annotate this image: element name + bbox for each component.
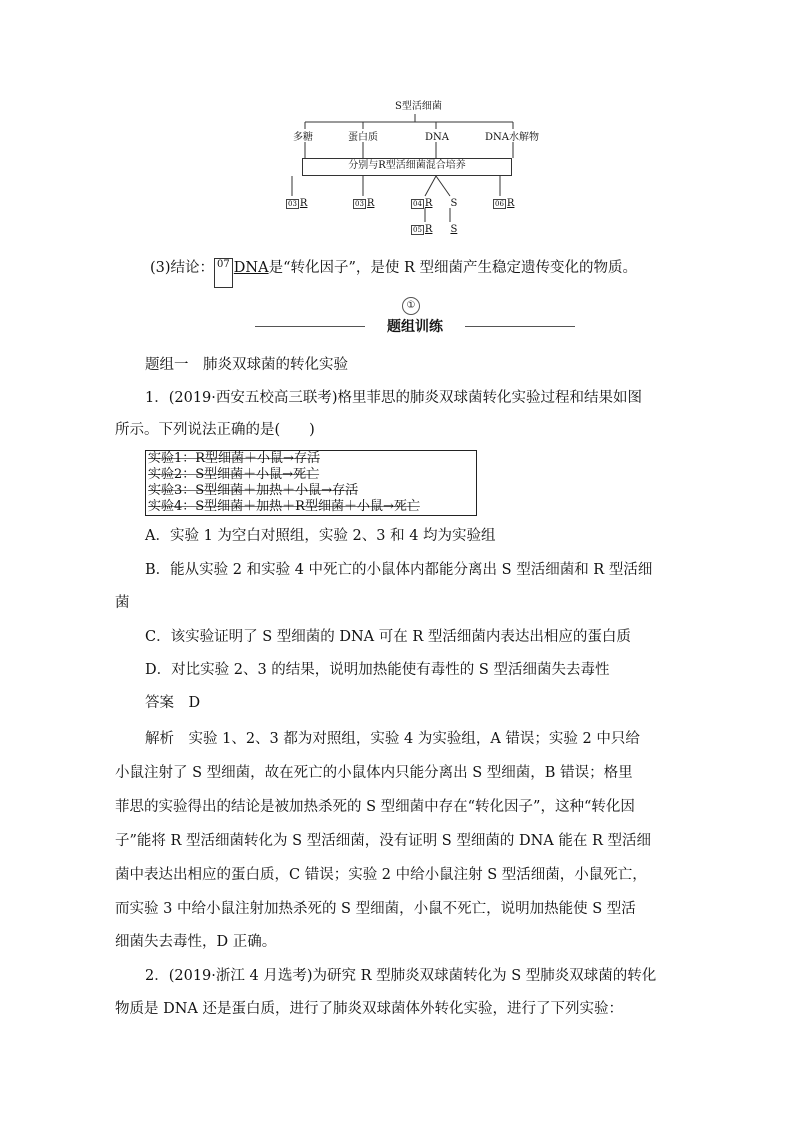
- q1-analysis-line2: 小鼠注射了 S 型细菌，故在死亡的小鼠体内只能分离出 S 型细菌，B 错误；格里: [115, 765, 633, 781]
- diagram-result-3: 04 R S: [413, 198, 458, 209]
- q1-option-c: C．该实验证明了 S 型细菌的 DNA 可在 R 型活细菌内表达出相应的蛋白质: [145, 629, 631, 645]
- answer-value: D: [188, 695, 201, 711]
- diagram-item-protein: 蛋白质: [348, 132, 378, 143]
- experiment-3: 实验3：S型细菌＋加热＋小鼠→存活: [148, 483, 359, 498]
- diagram-result-2: 03 R: [355, 198, 375, 209]
- experiment-2: 实验2：S型细菌＋小鼠→死亡: [148, 467, 320, 482]
- section-title: 题组训练: [387, 319, 443, 335]
- transformation-diagram: [280, 96, 550, 241]
- diagram-result-4: 06 R: [495, 198, 515, 209]
- q1-analysis-line1: 解析 实验 1、2、3 都为对照组，实验 4 为实验组，A 错误；实验 2 中只给: [145, 731, 640, 747]
- diagram-result-row2: 05 R S: [413, 224, 458, 235]
- section-emblem-icon: ①: [402, 297, 420, 315]
- experiment-box: [145, 450, 477, 516]
- q1-line1: 1．(2019·西安五校高三联考)格里菲思的肺炎双球菌转化实验过程和结果如图: [145, 390, 643, 406]
- section-header: [255, 315, 575, 339]
- q1-option-d: D．对比实验 2、3 的结果，说明加热能使有毒性的 S 型活细菌失去毒性: [145, 662, 610, 678]
- diagram-item-dna-hydrolysate: DNA水解物: [485, 132, 539, 143]
- section-divider-right: [465, 326, 575, 327]
- analysis-label: 解析: [145, 731, 174, 747]
- diagram-item-polysaccharide: 多糖: [293, 132, 313, 143]
- q1-option-a: A．实验 1 为空白对照组，实验 2、3 和 4 均为实验组: [145, 528, 496, 544]
- section-divider-left: [255, 326, 365, 327]
- q1-analysis-line3: 菲思的实验得出的结论是被加热杀死的 S 型细菌中存在“转化因子”，这种“转化因: [115, 799, 635, 815]
- q1-analysis-line6: 而实验 3 中给小鼠注射加热杀死的 S 型细菌，小鼠不死亡，说明加热能使 S 型活: [115, 901, 636, 917]
- conclusion-tag: 07: [214, 258, 233, 288]
- q1-answer: [145, 693, 705, 713]
- q1-analysis-line5: 菌中表达出相应的蛋白质，C 错误；实验 2 中给小鼠注射 S 型活细菌，小鼠死亡，: [115, 867, 647, 883]
- experiment-1: 实验1：R型细菌＋小鼠→存活: [148, 451, 320, 466]
- diagram-top-label: S型活细菌: [395, 101, 442, 112]
- q2-line2: 物质是 DNA 还是蛋白质，进行了肺炎双球菌体外转化实验，进行了下列实验：: [115, 1001, 623, 1017]
- q2-line1: 2．(2019·浙江 4 月选考)为研究 R 型肺炎双球菌转化为 S 型肺炎双球菌的转化: [145, 968, 657, 984]
- q1-option-b-line2: 菌: [115, 595, 130, 611]
- diagram-result-1: 03 R: [288, 198, 308, 209]
- group1-heading: 题组一 肺炎双球菌的转化实验: [145, 357, 348, 373]
- answer-label: 答案: [145, 695, 174, 711]
- q1-analysis-line4: 子”能将 R 型活细菌转化为 S 型活细菌，没有证明 S 型细菌的 DNA 能在 R 型活细: [115, 833, 651, 849]
- q1-option-b-line1: B．能从实验 2 和实验 4 中死亡的小鼠体内都能分离出 S 型活细菌和 R 型活细: [145, 562, 653, 578]
- diagram-item-dna: DNA: [425, 132, 449, 143]
- conclusion-line: (3)结论： 07 DNA是“转化因子”，是使 R 型细菌产生稳定遗传变化的物质。: [150, 258, 710, 288]
- q1-analysis-line7: 细菌失去毒性，D 正确。: [115, 934, 277, 950]
- conclusion-answer: DNA: [233, 260, 269, 276]
- q1-line2: 所示。下列说法正确的是( ): [115, 422, 315, 438]
- diagram-culture-box: 分别与R型活细菌混合培养: [302, 158, 512, 176]
- experiment-4: 实验4：S型细菌＋加热＋R型细菌＋小鼠→死亡: [148, 499, 420, 514]
